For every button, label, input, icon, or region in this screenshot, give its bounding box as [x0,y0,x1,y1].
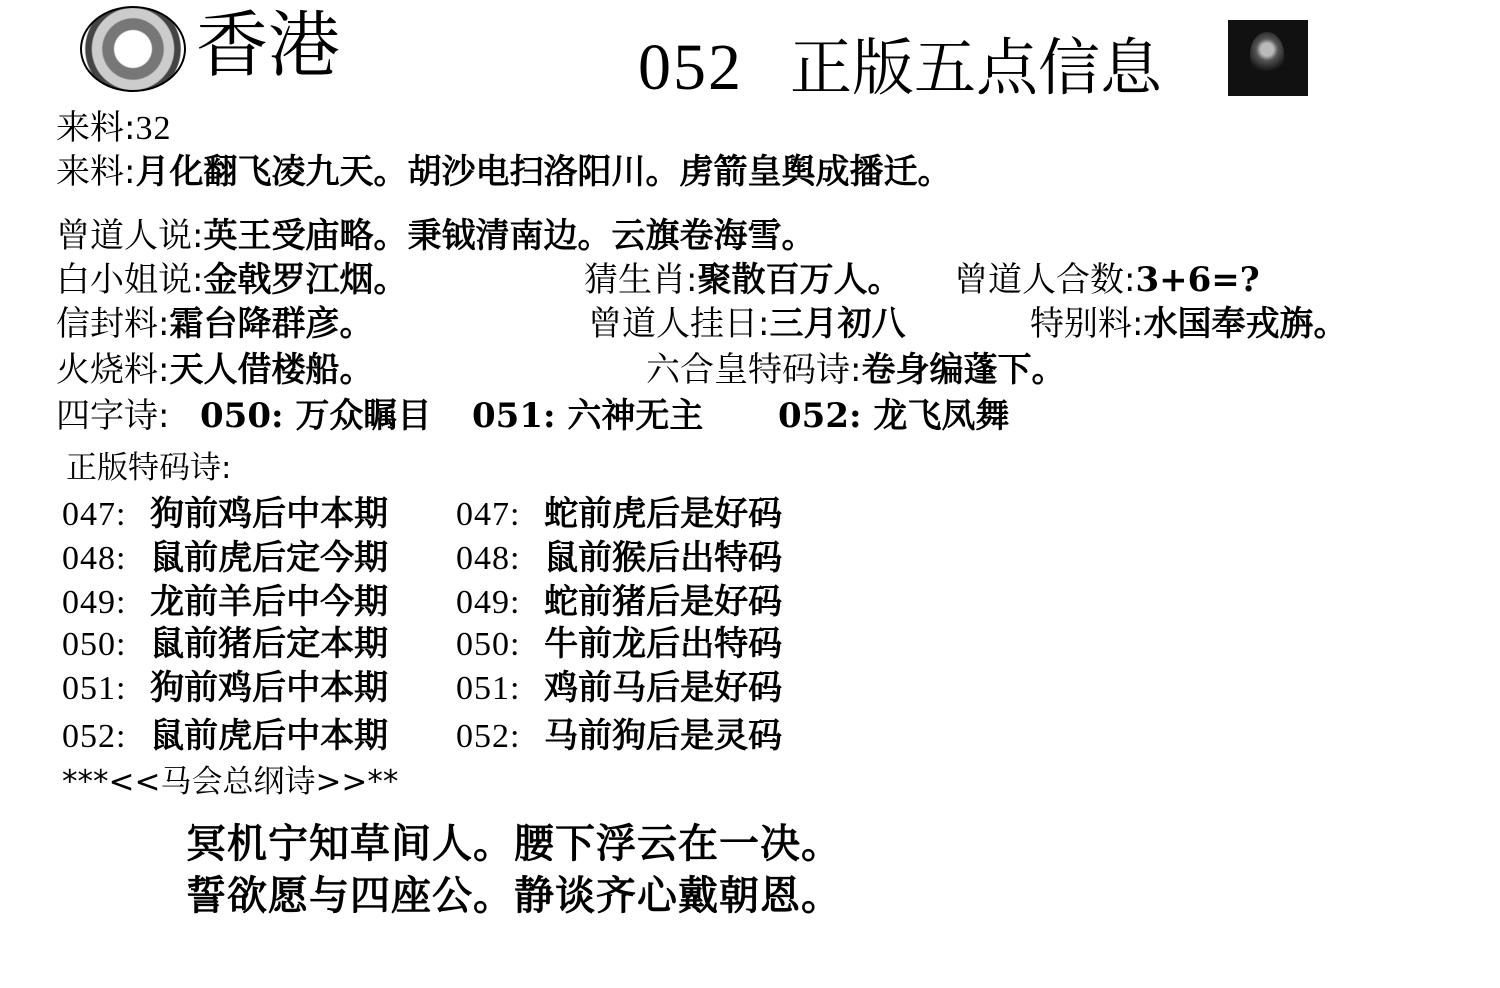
list-item: 048: 鼠前猴后出特码 [456,538,783,578]
four-char-poem-051: 051: 六神无主 [472,396,704,436]
list-item: 050: 牛前龙后出特码 [456,624,783,664]
general-poem-line-1: 冥机宁知草间人。腰下浮云在一决。 [186,820,842,867]
bai-value: 金戟罗江烟。 [203,260,408,300]
liuhe-value: 卷身编蓬下。 [861,350,1066,390]
source-number-label: 来料: [56,108,136,148]
source-label: 来料: [56,152,136,192]
source-number-value: 32 [135,110,172,147]
fire-line [56,348,373,392]
liuhe-label: 六合皇特码诗: [646,350,862,390]
list-item: 047: 蛇前虎后是好码 [456,494,783,534]
hang-day-line [588,302,905,346]
zeng-value: 英王受庙略。秉钺清南边。云旗卷海雪。 [203,216,816,256]
special-code-heading: 正版特码诗: [66,450,232,486]
sum-label: 曾道人合数: [954,260,1136,300]
list-item: 052: 鼠前虎后中本期 [62,716,389,756]
special-label: 特别料: [1030,304,1144,344]
hong-kong-emblem-icon [80,6,186,92]
list-item: 047: 狗前鸡后中本期 [62,494,389,534]
list-item: 052: 马前狗后是灵码 [456,716,783,756]
source-line [56,150,951,194]
source-number-line [56,106,171,151]
zeng-label: 曾道人说: [56,216,204,256]
sum-value: 3+6=? [1135,260,1260,300]
list-item: 049: 龙前羊后中今期 [62,582,389,622]
zodiac-label: 猜生肖: [584,260,698,300]
four-char-poem-052: 052: 龙飞凤舞 [778,396,1010,436]
fire-label: 火烧料: [56,350,170,390]
sum-line [954,258,1260,302]
envelope-line [56,302,373,346]
special-line [1030,302,1347,346]
four-char-poem-label: 四字诗: [56,396,170,436]
portrait-photo [1228,20,1308,96]
fire-value: 天人借楼船。 [169,350,374,390]
issue-number: 052 [638,31,743,104]
list-item: 048: 鼠前虎后定今期 [62,538,389,578]
special-value: 水国奉戎旃。 [1143,304,1348,344]
hang-day-label: 曾道人挂日: [588,304,770,344]
four-char-poem-line [56,394,169,438]
list-item: 049: 蛇前猪后是好码 [456,582,783,622]
bai-label: 白小姐说: [56,260,204,300]
zeng-line [56,214,815,258]
envelope-label: 信封料: [56,304,170,344]
list-item: 050: 鼠前猪后定本期 [62,624,389,664]
liuhe-line [646,348,1065,392]
zodiac-line [584,258,901,302]
page-title: 正版五点信息 [790,31,1163,104]
list-item: 051: 鸡前马后是好码 [456,668,783,708]
logo-title: 香港 [196,3,341,87]
source-value: 月化翻飞凌九天。胡沙电扫洛阳川。虏箭皇舆成播迁。 [135,152,952,192]
four-char-poem-050: 050: 万众瞩目 [200,396,432,436]
general-poem-heading: ***<<马会总纲诗>>** [62,764,399,800]
bai-line [56,258,407,302]
general-poem-line-2: 誓欲愿与四座公。静谈齐心戴朝恩。 [186,872,842,919]
list-item: 051: 狗前鸡后中本期 [62,668,389,708]
zodiac-value: 聚散百万人。 [697,260,902,300]
hang-day-value: 三月初八 [769,304,906,344]
envelope-value: 霜台降群彦。 [169,304,374,344]
